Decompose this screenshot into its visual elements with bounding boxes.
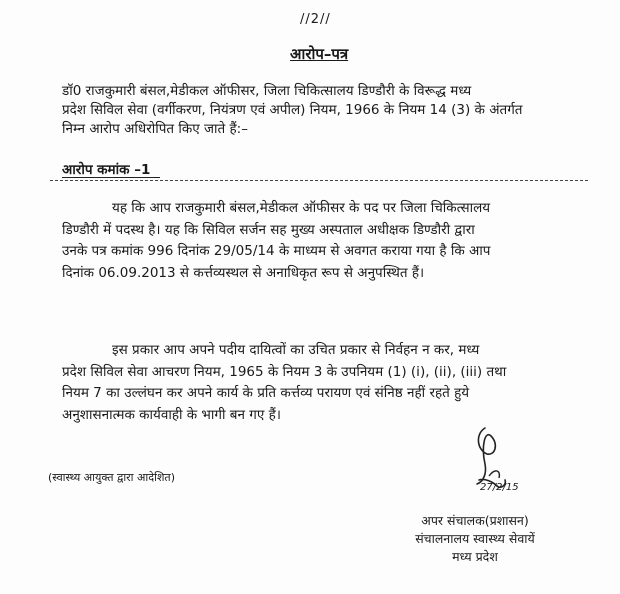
document-title: आरोप–पत्र [290, 45, 349, 63]
charge-heading-underline [62, 177, 160, 178]
designation-line: मध्य प्रदेश [452, 549, 498, 564]
paragraph-line: अनुशासनात्मक कार्यवाही के भागी बन गए हैं। [62, 406, 281, 423]
charge-heading: आरोप कमांक –1 [62, 162, 151, 178]
charge-paragraph-1 [62, 198, 490, 284]
signatory-designation [400, 512, 550, 566]
paragraph-line: दिनांक 06.09.2013 से कर्त्तव्यस्थल से अनाधिकृत रूप से अनुपस्थित हैं। [62, 264, 425, 281]
paragraph-line: डिण्डौरी में पदस्थ है। यह कि सिविल सर्जन सह मुख्य अस्पताल अधीक्षक डिण्डौरी द्वारा [62, 221, 475, 238]
intro-line: निम्न आरोप अधिरोपित किए जाते हैं:– [62, 121, 248, 137]
signature-date: 27/2/15 [480, 482, 519, 493]
charge-paragraph-2 [62, 340, 506, 426]
paragraph-line: प्रदेश सिविल सेवा आचरण नियम, 1965 के नियम 3 के उपनियम (1) (i), (ii), (iii) तथा [62, 363, 507, 380]
paragraph-line: नियम 7 का उल्लंघन कर अपने कार्य के प्रति कर्त्तव्य परायण एवं संनिष्ठ नहीं रहते हुये [62, 385, 470, 401]
intro-paragraph [62, 82, 592, 139]
paragraph-line: यह कि आप राजकुमारी बंसल,मेडीकल ऑफीसर के पद पर जिला चिकित्सालय [112, 200, 491, 216]
section-divider [50, 180, 588, 181]
designation-line: अपर संचालक(प्रशासन) [421, 513, 529, 528]
paragraph-line: उनके पत्र कमांक 996 दिनांक 29/05/14 के माध्यम से अवगत कराया गया है कि आप [62, 243, 491, 259]
paragraph-line: इस प्रकार आप अपने पदीय दायित्वों का उचित प्रकार से निर्वहन न कर, मध्य [112, 342, 480, 358]
intro-line: डॉ0 राजकुमारी बंसल,मेडीकल ऑफीसर, जिला चिकित्सालय डिण्डौरी के विरूद्ध मध्य [62, 83, 472, 99]
intro-line: प्रदेश सिविल सेवा (वर्गीकरण, नियंत्रण एवं अपील) नियम, 1966 के नियम 14 (3) के अंतर्गत [62, 102, 523, 118]
page-number-mark: //2// [300, 12, 331, 27]
designation-line: संचालनालय स्वास्थ्य सेवायें [415, 531, 535, 546]
order-note: (स्वास्थ्य आयुक्त द्वारा आदेशित) [48, 471, 175, 484]
